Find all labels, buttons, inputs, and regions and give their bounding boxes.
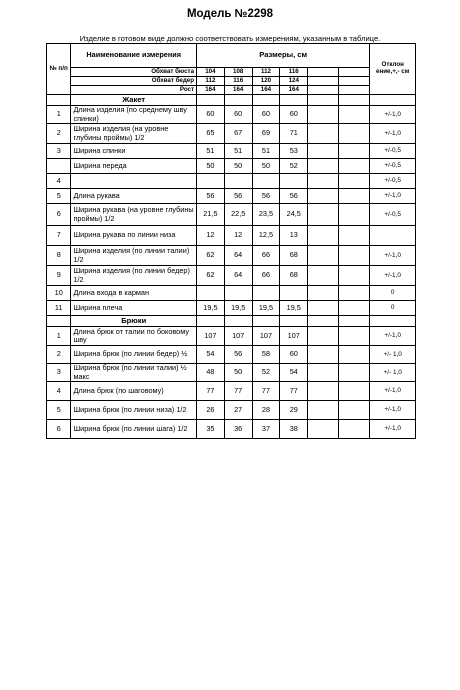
measurement-value: 62	[197, 246, 225, 266]
table-note: Изделие в готовом виде должно соответствовать измерениям, указанным в таблице.	[79, 34, 381, 43]
measurement-value: 107	[280, 327, 308, 346]
row-number: 3	[47, 364, 71, 382]
measurement-value: 19,5	[280, 301, 308, 316]
measurement-name: Ширина рукава по линии низа	[71, 226, 197, 246]
measurement-value	[197, 174, 225, 189]
measurement-value	[339, 420, 370, 439]
section-empty-cell	[252, 316, 280, 327]
measurement-value	[339, 144, 370, 159]
measurement-value: 36	[224, 420, 252, 439]
measurement-value	[339, 401, 370, 420]
measurement-value	[224, 174, 252, 189]
measurement-value: 60	[280, 106, 308, 124]
tolerance-value: +/-1,0	[370, 382, 416, 401]
measurement-row	[47, 420, 416, 439]
measurement-value: 68	[280, 266, 308, 286]
measurement-value	[339, 286, 370, 301]
tolerance-value: +/-1,0	[370, 266, 416, 286]
measurement-row	[47, 106, 416, 124]
tolerance-value: 0	[370, 301, 416, 316]
measurement-name: Ширина переда	[71, 159, 197, 174]
measurement-value: 19,5	[252, 301, 280, 316]
section-empty-cell	[370, 316, 416, 327]
size-header-value: 116	[280, 68, 308, 77]
measurement-value: 50	[224, 159, 252, 174]
measurement-value: 77	[280, 382, 308, 401]
size-header-value: 124	[280, 77, 308, 86]
size-header-value: 112	[197, 77, 225, 86]
measurement-value: 27	[224, 401, 252, 420]
measurement-value	[339, 174, 370, 189]
measurement-value: 62	[197, 266, 225, 286]
measurement-value: 38	[280, 420, 308, 439]
row-number: 6	[47, 420, 71, 439]
measurement-value: 69	[252, 124, 280, 144]
measurement-name	[71, 174, 197, 189]
size-header-value: 164	[252, 86, 280, 95]
measurement-value: 58	[252, 346, 280, 364]
measurement-value	[308, 286, 339, 301]
measurement-row	[47, 401, 416, 420]
measurement-row	[47, 204, 416, 226]
measurement-value	[308, 266, 339, 286]
measurement-value: 60	[224, 106, 252, 124]
measurement-row	[47, 159, 416, 174]
section-empty-cell	[308, 316, 339, 327]
measurement-value: 53	[280, 144, 308, 159]
measurement-value: 56	[197, 189, 225, 204]
measurement-value	[280, 286, 308, 301]
measurement-table	[46, 43, 416, 439]
measurement-row	[47, 286, 416, 301]
section-empty-cell	[47, 95, 71, 106]
measurement-value	[308, 327, 339, 346]
tolerance-value: +/-1,0	[370, 327, 416, 346]
measurement-name: Длина брюк (по шаговому)	[71, 382, 197, 401]
size-header-value: 112	[252, 68, 280, 77]
measurement-value	[339, 189, 370, 204]
measurement-value: 51	[224, 144, 252, 159]
size-header-value	[339, 68, 370, 77]
row-number	[47, 159, 71, 174]
measurement-value: 66	[252, 246, 280, 266]
measurement-value	[339, 124, 370, 144]
model-title: Модель №2298	[186, 8, 274, 20]
measurement-value: 48	[197, 364, 225, 382]
tolerance-value: +/-1,0	[370, 246, 416, 266]
measurement-value	[339, 266, 370, 286]
header-row-names	[47, 44, 416, 68]
measurement-value	[339, 364, 370, 382]
measurement-value	[280, 174, 308, 189]
section-empty-cell	[252, 95, 280, 106]
measurement-name: Ширина рукава (на уровне глубины проймы) 1/2	[71, 204, 197, 226]
size-header-value	[339, 77, 370, 86]
measurement-value: 37	[252, 420, 280, 439]
measurement-value: 50	[252, 159, 280, 174]
section-empty-cell	[197, 316, 225, 327]
measurement-value: 51	[197, 144, 225, 159]
measurement-value: 67	[224, 124, 252, 144]
pp-header: № п/п	[47, 44, 71, 95]
row-number: 10	[47, 286, 71, 301]
tolerance-value: +/-0,5	[370, 144, 416, 159]
measurement-row	[47, 327, 416, 346]
measurement-row	[47, 266, 416, 286]
section-empty-cell	[197, 95, 225, 106]
tolerance-value: +/-0,5	[370, 159, 416, 174]
measurement-name: Ширина изделия (на уровне глубины проймы) 1/2	[71, 124, 197, 144]
measurement-value: 23,5	[252, 204, 280, 226]
tolerance-value: +/-1,0	[370, 124, 416, 144]
tolerance-value: +/-1,0	[370, 420, 416, 439]
measurement-value	[197, 286, 225, 301]
measurement-value: 71	[280, 124, 308, 144]
measurement-value	[308, 174, 339, 189]
measurement-value	[308, 226, 339, 246]
measurement-value	[339, 246, 370, 266]
measurement-name: Ширина спинки	[71, 144, 197, 159]
measurement-value	[224, 286, 252, 301]
row-number: 2	[47, 124, 71, 144]
row-number: 2	[47, 346, 71, 364]
section-empty-cell	[339, 95, 370, 106]
measurement-name: Ширина плеча	[71, 301, 197, 316]
tolerance-value: +/-0,5	[370, 174, 416, 189]
measurement-value: 77	[224, 382, 252, 401]
measurement-value: 19,5	[197, 301, 225, 316]
tolerance-value: +/- 1,0	[370, 346, 416, 364]
measurement-value	[308, 106, 339, 124]
measurement-name: Ширина брюк (по линии бедер) ½	[71, 346, 197, 364]
measurement-value: 52	[252, 364, 280, 382]
size-header-row	[47, 86, 416, 95]
measurement-value	[308, 124, 339, 144]
measurement-value	[308, 382, 339, 401]
measurement-value: 54	[280, 364, 308, 382]
measurement-value: 22,5	[224, 204, 252, 226]
row-number: 8	[47, 246, 71, 266]
size-header-value	[308, 86, 339, 95]
row-number: 5	[47, 189, 71, 204]
measurement-value: 107	[252, 327, 280, 346]
measurement-value: 56	[252, 189, 280, 204]
measurement-value	[252, 174, 280, 189]
tolerance-value	[370, 226, 416, 246]
measurement-value: 65	[197, 124, 225, 144]
measurement-value: 64	[224, 266, 252, 286]
measurement-value	[339, 106, 370, 124]
tolerance-value: +/- 1,0	[370, 364, 416, 382]
row-number: 4	[47, 174, 71, 189]
measurement-value: 12	[224, 226, 252, 246]
name-header: Наименование измерения	[71, 44, 197, 68]
section-title: Жакет	[71, 95, 197, 106]
measurement-value	[339, 382, 370, 401]
row-number: 6	[47, 204, 71, 226]
measurement-value	[308, 401, 339, 420]
measurement-value	[308, 246, 339, 266]
row-number: 11	[47, 301, 71, 316]
measurement-value	[308, 364, 339, 382]
measurement-value: 107	[197, 327, 225, 346]
measurement-value: 28	[252, 401, 280, 420]
measurement-name: Ширина изделия (по линии бедер) 1/2	[71, 266, 197, 286]
row-number: 1	[47, 106, 71, 124]
measurement-row	[47, 189, 416, 204]
measurement-row	[47, 174, 416, 189]
section-empty-cell	[47, 316, 71, 327]
measurement-row	[47, 144, 416, 159]
section-empty-cell	[280, 95, 308, 106]
size-header-row	[47, 68, 416, 77]
measurement-value	[308, 189, 339, 204]
size-header-row	[47, 77, 416, 86]
row-number: 9	[47, 266, 71, 286]
row-number: 7	[47, 226, 71, 246]
sizes-header: Размеры, см	[197, 44, 370, 68]
size-header-value: 120	[252, 77, 280, 86]
measurement-value: 56	[224, 189, 252, 204]
measurement-name: Длина изделия (по среднему шву спинки)	[71, 106, 197, 124]
tolerance-value: 0	[370, 286, 416, 301]
measurement-value	[339, 226, 370, 246]
size-header-value: 164	[197, 86, 225, 95]
measurement-value	[308, 144, 339, 159]
section-title: Брюки	[71, 316, 197, 327]
tolerance-value: +/-1,0	[370, 189, 416, 204]
measurement-value: 29	[280, 401, 308, 420]
measurement-value: 107	[224, 327, 252, 346]
measurement-value: 26	[197, 401, 225, 420]
section-empty-cell	[280, 316, 308, 327]
section-empty-cell	[224, 95, 252, 106]
measurement-value: 60	[252, 106, 280, 124]
measurement-value: 50	[197, 159, 225, 174]
measurement-value: 19,5	[224, 301, 252, 316]
tolerance-header: Отклон ение,+,- см	[370, 44, 416, 95]
measurement-row	[47, 246, 416, 266]
measurement-value: 68	[280, 246, 308, 266]
measurement-name: Длина входа в карман	[71, 286, 197, 301]
measurement-value: 66	[252, 266, 280, 286]
measurement-value: 52	[280, 159, 308, 174]
measurement-value: 60	[197, 106, 225, 124]
measurement-value: 35	[197, 420, 225, 439]
section-empty-cell	[224, 316, 252, 327]
measurement-row	[47, 346, 416, 364]
section-empty-cell	[339, 316, 370, 327]
size-header-value	[339, 86, 370, 95]
row-number: 5	[47, 401, 71, 420]
measurement-name: Ширина брюк (по линии талии) ½ макс	[71, 364, 197, 382]
measurement-value	[308, 301, 339, 316]
measurement-value: 24,5	[280, 204, 308, 226]
measurement-value	[339, 159, 370, 174]
size-header-value: 116	[224, 77, 252, 86]
size-header-label: Обхват бюста	[71, 68, 197, 77]
measurement-value	[308, 204, 339, 226]
measurement-value	[339, 204, 370, 226]
measurement-row	[47, 382, 416, 401]
measurement-value: 54	[197, 346, 225, 364]
tolerance-value: +/-0,5	[370, 204, 416, 226]
size-header-value: 108	[224, 68, 252, 77]
size-header-value	[308, 77, 339, 86]
measurement-value: 13	[280, 226, 308, 246]
size-header-value: 164	[224, 86, 252, 95]
measurement-value	[339, 346, 370, 364]
measurement-value: 56	[224, 346, 252, 364]
measurement-row	[47, 301, 416, 316]
measurement-value: 56	[280, 189, 308, 204]
measurement-value: 60	[280, 346, 308, 364]
measurement-value	[252, 286, 280, 301]
measurement-row	[47, 124, 416, 144]
measurement-value	[339, 301, 370, 316]
measurement-name: Ширина брюк (по линии низа) 1/2	[71, 401, 197, 420]
section-row	[47, 316, 416, 327]
measurement-value	[339, 327, 370, 346]
section-empty-cell	[370, 95, 416, 106]
row-number: 4	[47, 382, 71, 401]
measurement-value	[308, 346, 339, 364]
measurement-value: 64	[224, 246, 252, 266]
measurement-value: 12	[197, 226, 225, 246]
measurement-value	[308, 159, 339, 174]
measurement-value: 12,5	[252, 226, 280, 246]
measurement-name: Ширина изделия (по линии талии) 1/2	[71, 246, 197, 266]
measurement-value: 21,5	[197, 204, 225, 226]
measurement-value: 51	[252, 144, 280, 159]
measurement-value	[308, 420, 339, 439]
measurement-row	[47, 364, 416, 382]
section-row	[47, 95, 416, 106]
measurement-name: Ширина брюк (по линии шага) 1/2	[71, 420, 197, 439]
measurement-value: 77	[197, 382, 225, 401]
measurement-name: Длина брюк от талии по боковому шву	[71, 327, 197, 346]
size-header-value: 164	[280, 86, 308, 95]
measurement-row	[47, 226, 416, 246]
tolerance-value: +/-1,0	[370, 106, 416, 124]
size-header-value: 104	[197, 68, 225, 77]
measurement-name: Длина рукава	[71, 189, 197, 204]
measurement-value: 50	[224, 364, 252, 382]
size-header-label: Рост	[71, 86, 197, 95]
section-empty-cell	[308, 95, 339, 106]
size-header-value	[308, 68, 339, 77]
tolerance-value: +/-1,0	[370, 401, 416, 420]
measurement-value: 77	[252, 382, 280, 401]
size-header-label: Обхват бедер	[71, 77, 197, 86]
row-number: 1	[47, 327, 71, 346]
row-number: 3	[47, 144, 71, 159]
